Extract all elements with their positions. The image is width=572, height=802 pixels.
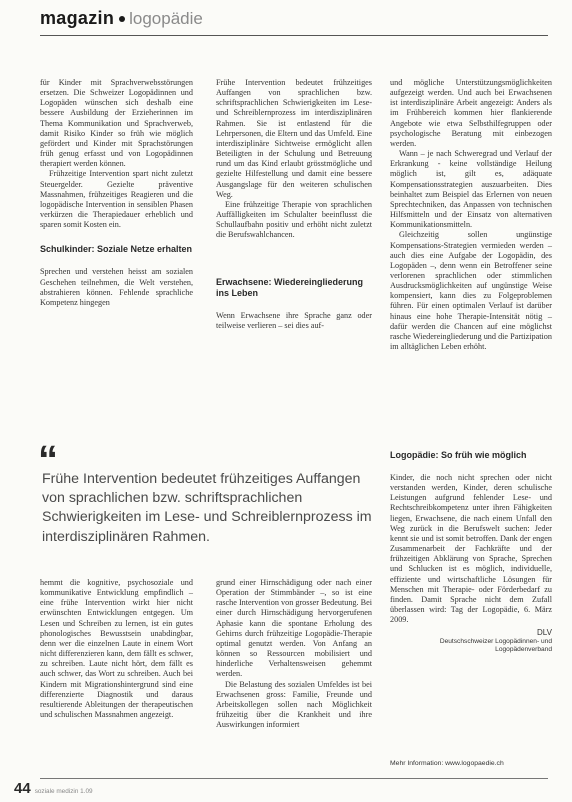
magazine-name: magazin [40, 8, 115, 28]
page-number: 44 [14, 780, 31, 797]
paragraph: Kinder, die noch nicht sprechen oder nicht verstanden werden, Kinder, deren schulische Leistungen aufgrund fehlender Lese- und Rechtschreibkompetenz unter ihren Fähigkeiten liegen, Erwachsene, die nach einem Unfall den Weg zurück in die Berufswelt suchen: Jeder kennt sie und ist somit betroffen. Dank der engen Zusammenarbeit der Fachkräfte und der frühzeitigen Abklärung von Sprache, Sprechen und Schlucken ist es möglich, individuelle, effiziente und wirtschaftliche Lösungen für Menschen mit Therapie- oder Förderbedarf zu finden. Damit Sprache nicht dem Zufall überlassen wird: Tag der Logopädie, 6. März 2009. [390, 473, 552, 625]
page-footer [14, 780, 214, 798]
paragraph: Eine frühzeitige Therapie von sprachlichen Auffälligkeiten im Schulalter beeinflusst die Schullaufbahn positiv und erhöht nicht zuletzt die Berufswahlchancen. [216, 199, 372, 240]
column-2-top [216, 78, 372, 331]
more-info-link: Mehr Information: www.logopaedie.ch [390, 760, 504, 767]
paragraph: Wenn Erwachsene ihre Sprache ganz oder teilweise verlieren – sei dies auf- [216, 310, 372, 330]
section-name: logopädie [129, 9, 203, 28]
header-rule [40, 35, 548, 36]
pull-quote: Frühe Intervention bedeutet frühzeitiges Auffangen von sprachlichen bzw. schriftsprachlichen Schwierigkeiten im Lese- und Schreiblernprozess im interdisziplinären Rahmen. [42, 471, 372, 545]
column-3-top [390, 78, 552, 352]
paragraph: hemmt die kognitive, psychosoziale und kommunikative Entwicklung empfindlich – eine frühe Intervention wirkt hier nicht erwünschten Entwicklungen entgegen. Um Lesen und Schreiben zu lernen, ist ein gutes phonologisches Bewusstsein unabdingbar, denn wer die einzelnen Laute in einem Wort nicht differenzieren kann, dem fällt es schwer, zu schreiben. Laute nicht hört, dem fällt es auch schwer, das Wort zu schreiben. Auch bei Kindern mit Migrationshintergrund sind eine differenzierte Diagnostik und daraus resultierende Ableitungen der therapeutischen und schulischen Massnahmen angezeigt. [40, 578, 193, 720]
paragraph: für Kinder mit Sprachverwebsstörungen ersetzen. Die Schweizer Logopädinnen und Logopäden wünschen sich deshalb eine bessere Ausbildung der Erzieherinnen im Thema Kommunikation und Sprachverweb, damit Risiko Kinder so früh wie möglich gefördert und Kinder mit Sprachstörungen früh genug erfasst und von Logopädinnen therapiert werden können. [40, 78, 193, 169]
subheading-schulkinder: Schulkinder: Soziale Netze erhalten [40, 244, 193, 255]
footer-rule [40, 778, 548, 779]
column-2-bottom [216, 578, 372, 730]
credit-organisation: Deutschschweizer Logopädinnen- und Logopädenverband [439, 637, 552, 654]
paragraph: Gleichzeitig sollen ungünstige Kompensations-Strategien vermieden werden – auch dies eine Aufgabe der Logopädin, des Logopäden –, denn wenn ein Betroffener seine verlorenen sprachlichen oder stimmlichen Ausdrucksmöglichkeiten auf ungünstige Weise kompensiert, kann dies zu Folgeproblemen führen. Für einen optimalen Verlauf ist darüber hinaus eine hohe Therapie-Intensität nötig – dafür werden die Chancen auf eine möglichst rasche Wiedereingliederung und die Partizipation im alltäglichen Leben erhöht. [390, 230, 552, 352]
paragraph: grund einer Hirnschädigung oder nach einer Operation der Stimmbänder –, so ist eine rasche Intervention von grosser Bedeutung. Bei einer durch Hirnschädigung hervorgerufenen Aphasie kann die spontane Erholung des Gehirns durch frühzeitige Logopädie-Therapie optimal genutzt werden. Von Anfang an können so Ressourcen mobilisiert und hinderliche Verhaltensweisen gehemmt werden. [216, 578, 372, 679]
paragraph: Die Belastung des sozialen Umfeldes ist bei Erwachsenen gross: Familie, Freunde und Arbeitskollegen sollen nach Möglichkeit frühzeitig über die Krankheit und ihre Auswirkungen informiert [216, 679, 372, 730]
bullet-icon [119, 16, 125, 22]
subheading-erwachsene: Erwachsene: Wiedereingliederung ins Leben [216, 276, 363, 298]
magazine-header [40, 8, 540, 34]
paragraph: Wann – je nach Schweregrad und Verlauf der Erkrankung - keine vollständige Heilung möglich ist, gilt es, adäquate Kompensationsstrategien auszuarbeiten. Dies beinhaltet zum Beispiel das Erlernen von neuen Sprechtechniken, das Anpassen von technischen Hilfsmitteln und der Einsatz von alternativen Kommunikationsmitteln. [390, 149, 552, 230]
paragraph: Sprechen und verstehen heisst am sozialen Geschehen teilnehmen, die Welt verstehen, abstrahieren können. Fehlende sprachliche Kompetenz hingegen [40, 267, 193, 307]
paragraph: und mögliche Unterstützungsmöglichkeiten aufgezeigt werden. Und auch bei Erwachsenen ist interdisziplinäre Arbeit angezeigt: Anders als im Frühbereich kommen hier flankierende Angebote wie etwa Selbsthilfegruppen oder psychologische Beratung mit einbezogen werden. [390, 78, 552, 148]
column-3-bottom [390, 450, 552, 655]
quote-mark-icon: “ [38, 438, 58, 482]
credit-name: DLV [537, 628, 552, 638]
publication-source: soziale medizin 1.09 [34, 788, 93, 795]
paragraph: Frühe Intervention bedeutet frühzeitiges Auffangen von sprachlichen bzw. schriftsprachlichen Schwierigkeiten im Lese- und Schreiblernprozess im interdisziplinären Rahmen. Sie ist entlastend für die Lehrpersonen, die Eltern und das Umfeld. Eine interdisziplinäre Sichtweise ermöglicht allen Beteiligten in der Schulung und Betreuung rund um das Kind erlaubt grösstmögliche und gezielte Hilfestellung und damit eine bessere Ausgangslage für den weiteren schulischen Weg. [216, 78, 372, 199]
paragraph: Frühzeitige Intervention spart nicht zuletzt Steuergelder. Gezielte präventive Massnahmen, frühzeitiges Reagieren und die logopädische Intervention in sensiblen Phasen verkürzen die Therapiedauer erheblich und sparen somit Kosten ein. [40, 169, 193, 230]
column-1-bottom [40, 578, 193, 720]
column-1-top [40, 78, 193, 308]
subheading-logopaedie: Logopädie: So früh wie möglich [390, 450, 527, 460]
author-credit [390, 629, 552, 654]
